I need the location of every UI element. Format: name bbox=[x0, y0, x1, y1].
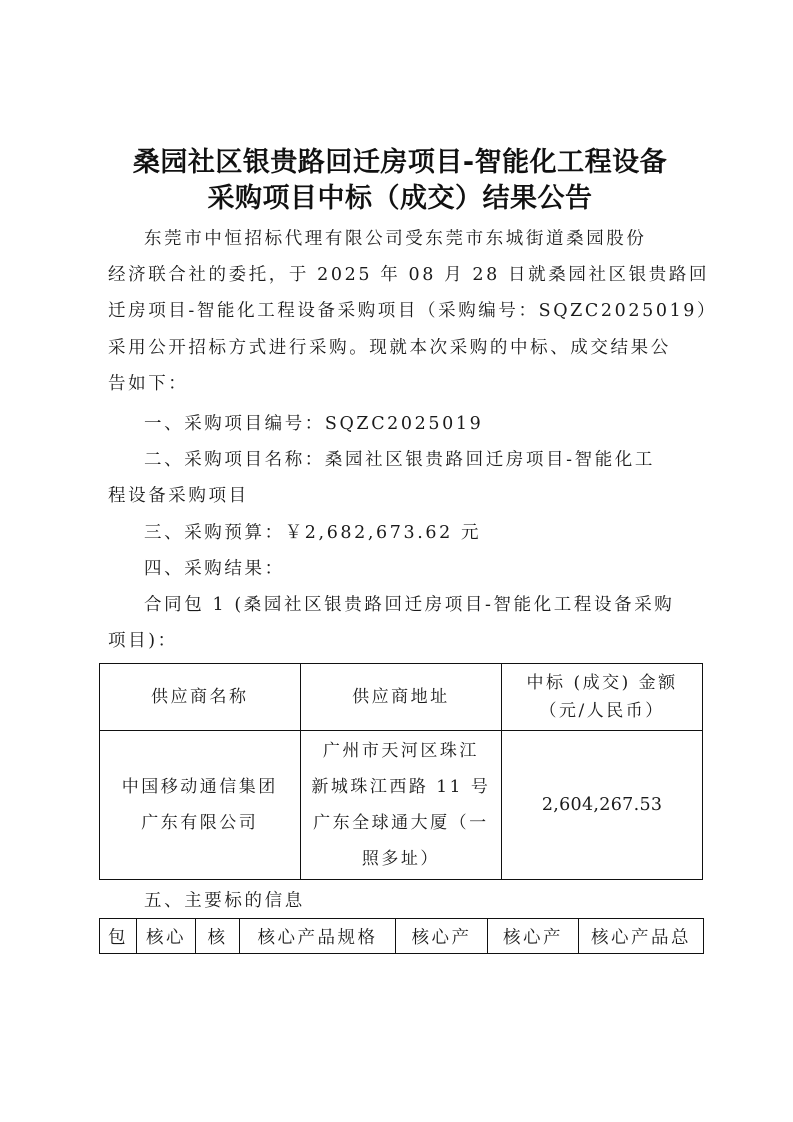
address-line2: 新城珠江西路 11 号 bbox=[311, 777, 491, 797]
cell-award-amount: 2,604,267.53 bbox=[502, 731, 703, 880]
info-header-core-product-b: 核心产 bbox=[488, 919, 579, 954]
intro-line: 迁房项目-智能化工程设备采购项目（采购编号：SQZC2025019） bbox=[108, 301, 718, 322]
section-result-heading: 四、采购结果： bbox=[144, 558, 285, 579]
section-contract-package-cont: 项目)： bbox=[108, 631, 178, 652]
section-project-name: 二、采购项目名称：桑园社区银贵路回迁房项目-智能化工 bbox=[144, 450, 656, 471]
info-table-header-row bbox=[100, 919, 704, 954]
info-header-core: 核心 bbox=[137, 919, 196, 954]
info-table bbox=[99, 918, 704, 954]
intro-line: 东莞市中恒招标代理有限公司受东莞市东城街道桑园股份 bbox=[144, 229, 647, 249]
supplier-name-line1: 中国移动通信集团 bbox=[121, 777, 278, 797]
header-award-amount bbox=[502, 664, 703, 731]
header-amount-line1: 中标 (成交) 金额 bbox=[526, 673, 678, 693]
result-table-header-row bbox=[100, 664, 703, 731]
sections-block bbox=[108, 406, 700, 659]
document-title-line2: 采购项目中标（成交）结果公告 bbox=[207, 183, 593, 214]
info-header-package: 包 bbox=[100, 919, 137, 954]
address-line1: 广州市天河区珠江 bbox=[322, 741, 479, 761]
cell-supplier-address bbox=[300, 731, 502, 880]
info-header-core-product-spec: 核心产品规格 bbox=[240, 919, 396, 954]
intro-paragraph bbox=[108, 221, 718, 402]
document-title-line1: 桑园社区银贵路回迁房项目-智能化工程设备 bbox=[132, 147, 668, 178]
section-project-number: 一、采购项目编号：SQZC2025019 bbox=[144, 414, 484, 434]
header-supplier-address: 供应商地址 bbox=[300, 664, 502, 731]
result-table bbox=[99, 663, 703, 880]
info-header-core-short: 核 bbox=[196, 919, 240, 954]
intro-line: 经济联合社的委托，于 2025 年 08 月 28 日就桑园社区银贵路回 bbox=[108, 265, 710, 286]
header-amount-line2: （元/人民币） bbox=[539, 701, 665, 721]
cell-supplier-name bbox=[100, 731, 301, 880]
intro-line: 采用公开招标方式进行采购。现就本次采购的中标、成交结果公 bbox=[108, 337, 671, 358]
info-header-core-product-a: 核心产 bbox=[396, 919, 488, 954]
section-project-name-cont: 程设备采购项目 bbox=[108, 486, 249, 507]
table-row bbox=[100, 731, 703, 880]
section-main-subject-info: 五、主要标的信息 bbox=[144, 891, 305, 911]
section-budget: 三、采购预算：￥2,682,673.62 元 bbox=[144, 522, 482, 543]
info-header-core-product-total: 核心产品总 bbox=[579, 919, 704, 954]
header-supplier-name: 供应商名称 bbox=[100, 664, 301, 731]
intro-line: 告如下： bbox=[108, 373, 189, 394]
supplier-name-line2: 广东有限公司 bbox=[141, 813, 259, 833]
address-line3: 广东全球通大厦（一 bbox=[313, 813, 489, 833]
address-line4: 照多址） bbox=[361, 849, 440, 869]
section-contract-package: 合同包 1 (桑园社区银贵路回迁房项目-智能化工程设备采购 bbox=[144, 594, 675, 615]
